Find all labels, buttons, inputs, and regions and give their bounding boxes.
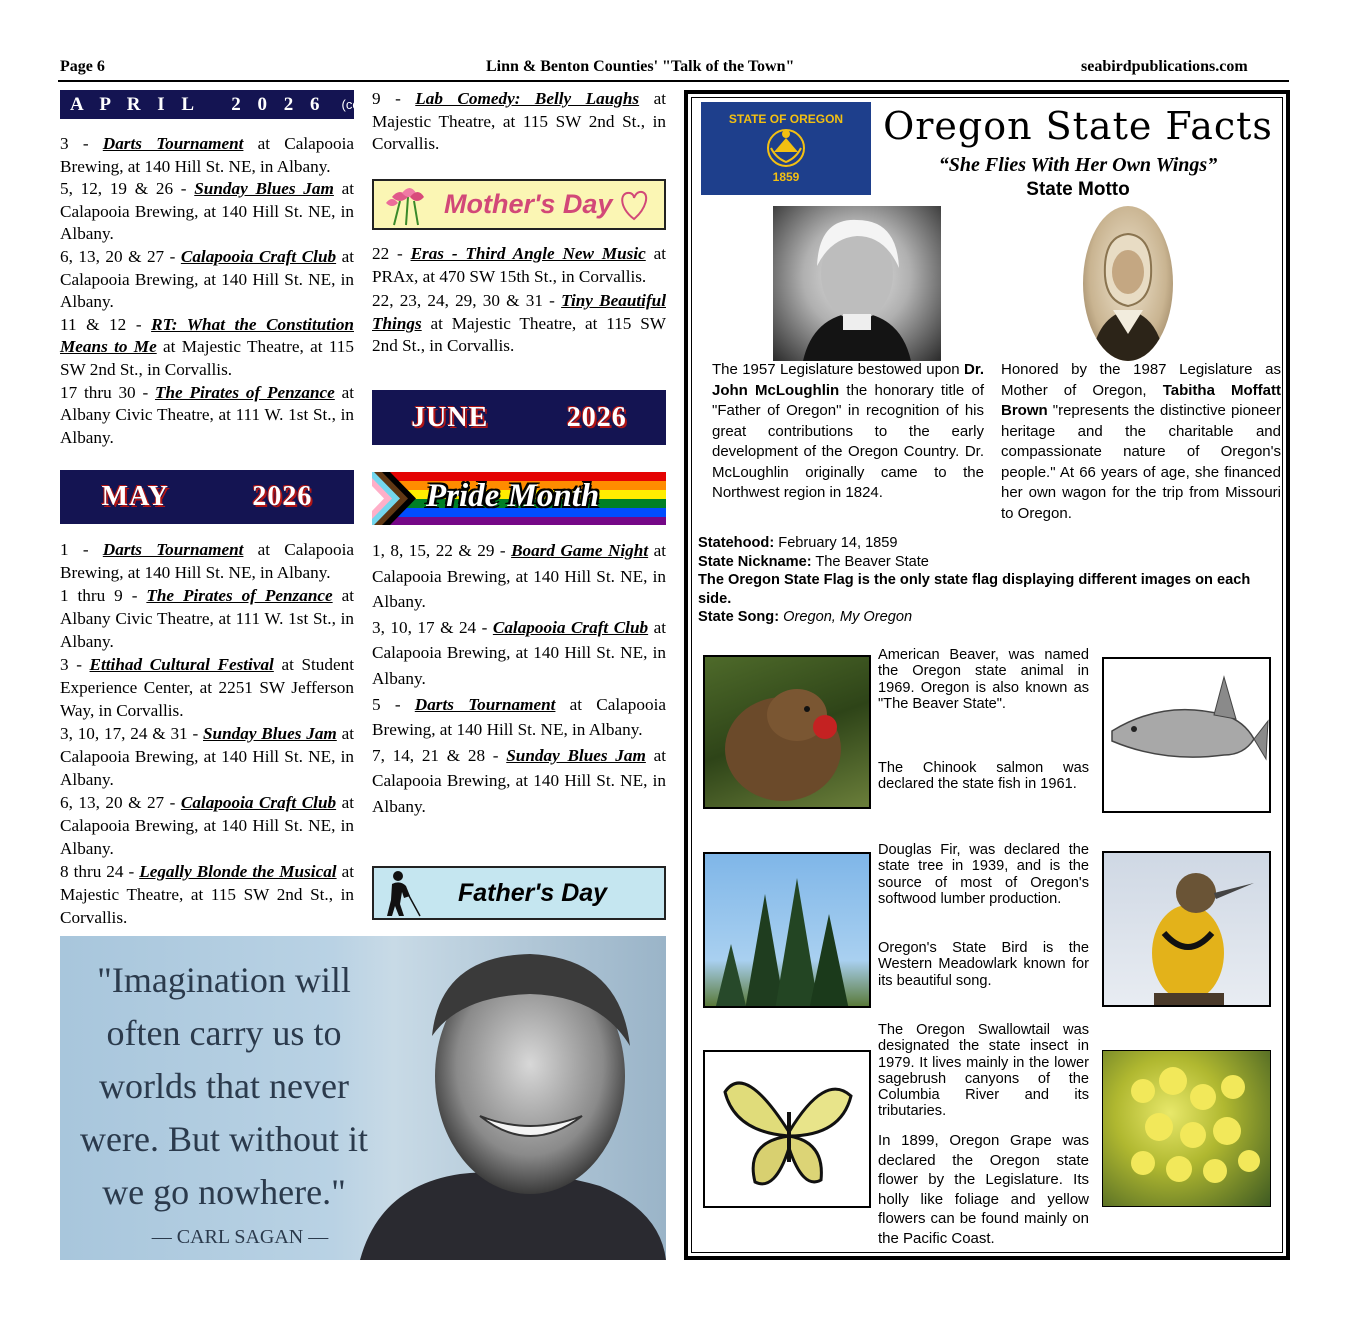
swallowtail-photo	[703, 1050, 871, 1208]
douglas-fir-photo	[703, 852, 871, 1008]
oregon-flag	[701, 102, 871, 195]
salmon-fact: The Chinook salmon was declared the state fish in 1961.	[878, 760, 1089, 793]
mcloughlin-fact: The 1957 Legislature bestowed upon Dr. John McLoughlin the honorary title of "Father of Oregon" in recognition of his great contributions to the early development of the Oregon Country. Dr. McLoughlin originally came to the Northwest region in 1824.	[712, 361, 984, 501]
swallowtail-fact: The Oregon Swallowtail was designated the state insect in 1979. It lives mainly in the lower sagebrush canyons of the Columbia River and its tributaries.	[878, 1022, 1089, 1120]
event-item: 22 - Eras - Third Angle New Music at PRAx, at 470 SW 15th St., in Corvallis.	[372, 244, 666, 286]
event-item: 6, 13, 20 & 27 - Calapooia Craft Club at Calapooia Brewing, at 140 Hill St. NE, in Albany.	[60, 246, 355, 312]
portrait-woman-icon	[1083, 206, 1173, 361]
flag-top-text: STATE OF OREGON	[728, 112, 844, 126]
page-number: Page 6	[60, 58, 105, 75]
mothers-day-banner	[372, 179, 666, 230]
event-item: 5 - Darts Tournament at Calapooia Brewing, at 140 Hill St. NE, in Albany.	[372, 694, 666, 740]
beaver-photo	[703, 655, 871, 809]
header-rule	[58, 80, 1289, 82]
event-item: 7, 14, 21 & 28 - Sunday Blues Jam at Calapooia Brewing, at 140 Hill St. NE, in Albany.	[372, 745, 667, 816]
flag-fact: The Oregon State Flag is the only state flag displaying different images on each side.	[698, 572, 1251, 607]
april-banner	[60, 90, 385, 119]
oregon-facts-title: Oregon State Facts	[883, 104, 1273, 148]
event-item: 1, 8, 15, 22 & 29 - Board Game Night at Calapooia Brewing, at 140 Hill St. NE, in Albany.	[372, 541, 666, 612]
carl-sagan-quote-image	[60, 936, 666, 1260]
mothers-day-events	[372, 243, 666, 358]
meadowlark-photo	[1102, 851, 1271, 1007]
june-year: 2026	[566, 401, 627, 433]
heart-icon	[616, 185, 652, 225]
tree-icon	[705, 854, 871, 1008]
brown-portrait	[1083, 206, 1173, 361]
may-year: 2026	[252, 481, 313, 512]
nickname-fact: State Nickname: The Beaver State	[698, 553, 929, 570]
website-link[interactable]: seabirdpublications.com	[1081, 58, 1248, 75]
event-item: 3, 10, 17, 24 & 31 - Sunday Blues Jam at Calapooia Brewing, at 140 Hill St. NE, in Albany.	[60, 724, 355, 789]
state-motto-label: State Motto	[1026, 179, 1130, 200]
quote-text: "Imagination will often carry us to worlds that never were. But without it we go nowhere."	[80, 960, 368, 1212]
event-item: 8 thru 24 - Legally Blonde the Musical at Majestic Theatre, at 115 SW 2nd St., in Corvallis.	[60, 862, 354, 927]
event-item: 3 - Darts Tournament at Calapooia Brewing, at 140 Hill St. NE, in Albany.	[60, 134, 354, 176]
april-events	[60, 133, 354, 449]
fathers-day-banner	[372, 866, 666, 920]
event-item: 1 - Darts Tournament at Calapooia Brewing, at 140 Hill St. NE, in Albany.	[60, 540, 354, 582]
june-events	[372, 538, 666, 820]
june-banner	[372, 390, 666, 445]
golfer-icon	[384, 868, 424, 918]
may-month: MAY	[101, 481, 169, 512]
flower-icon	[1103, 1051, 1271, 1207]
april-month: A P R I L 2 0 2 6	[70, 93, 326, 115]
salmon-icon	[1104, 659, 1271, 813]
fathers-day-label: Father's Day	[458, 878, 608, 907]
beaver-icon	[705, 657, 871, 809]
may-banner	[60, 470, 354, 524]
butterfly-icon	[705, 1052, 871, 1208]
flag-year: 1859	[772, 170, 800, 184]
state-motto: “She Flies With Her Own Wings”	[938, 154, 1218, 176]
meadowlark-fact: Oregon's State Bird is the Western Meadowlark known for its beautiful song.	[878, 940, 1089, 989]
meadowlark-icon	[1104, 853, 1271, 1007]
pride-month-banner	[372, 472, 666, 525]
tulips-icon	[382, 183, 442, 227]
event-item: 6, 13, 20 & 27 - Calapooia Craft Club at Calapooia Brewing, at 140 Hill St. NE, in Albany.	[60, 793, 355, 858]
song-fact: State Song: Oregon, My Oregon	[698, 609, 913, 626]
june-month: JUNE	[411, 401, 489, 433]
event-item: 5, 12, 19 & 26 - Sunday Blues Jam at Calapooia Brewing, at 140 Hill St. NE, in Albany.	[60, 179, 355, 244]
statehood-fact: Statehood: February 14, 1859	[698, 535, 898, 551]
douglas-fir-fact: Douglas Fir, was declared the state tree in 1939, and is the source of most of Oregon's softwood lumber production.	[878, 842, 1089, 907]
salmon-photo	[1102, 657, 1271, 813]
mcloughlin-portrait	[773, 206, 941, 361]
april-contd: (cont'd)	[341, 97, 385, 112]
april-events-continued	[372, 88, 666, 156]
mothers-day-label: Mother's Day	[444, 189, 613, 219]
state-facts-list	[698, 534, 1284, 627]
may-events	[60, 538, 354, 929]
event-item: 3, 10, 17 & 24 - Calapooia Craft Club at Calapooia Brewing, at 140 Hill St. NE, in Albany.	[372, 617, 667, 688]
oregon-grape-photo	[1102, 1050, 1271, 1207]
beaver-fact: American Beaver, was named the Oregon state animal in 1969. Oregon is also known as "The Beaver State".	[878, 647, 1089, 712]
state-seal-icon	[763, 126, 809, 170]
event-item: 9 - Lab Comedy: Belly Laughs at Majestic Theatre, at 115 SW 2nd St., in Corvallis.	[372, 89, 666, 154]
oregon-grape-fact: In 1899, Oregon Grape was declared the Oregon state flower by the Legislature. Its holly like foliage and yellow flowers can be found mainly on the Pacific Coast.	[878, 1132, 1089, 1247]
event-item: 1 thru 9 - The Pirates of Penzance at Albany Civic Theatre, at 111 W. 1st St., in Albany.	[60, 586, 354, 651]
brown-fact: Honored by the 1987 Legislature as Mother of Oregon, Tabitha Moffatt Brown "represents the distinctive pioneer heritage and the charitable and compassionate nature of Oregon's people." At 66 years of age, she financed her own wagon for the trip from Missouri to Oregon.	[1001, 361, 1281, 522]
portrait-man-icon	[773, 206, 941, 361]
event-item: 11 & 12 - RT: What the Constitution Means to Me at Majestic Theatre, at 115 SW 2nd St., in Corvallis.	[60, 314, 354, 379]
event-item: 22, 23, 24, 29, 30 & 31 - Tiny Beautiful Things at Majestic Theatre, at 115 SW 2nd St., in Corvallis.	[372, 291, 666, 356]
pride-month-label: Pride Month	[426, 478, 600, 514]
publication-title: Linn & Benton Counties' "Talk of the Town"	[486, 58, 795, 75]
event-item: 17 thru 30 - The Pirates of Penzance at Albany Civic Theatre, at 111 W. 1st St., in Albany.	[60, 382, 354, 447]
event-item: 3 - Ettihad Cultural Festival at Student Experience Center, at 2251 SW Jefferson Way, in Corvallis.	[60, 655, 354, 720]
quote-author: — CARL SAGAN —	[151, 1226, 329, 1248]
